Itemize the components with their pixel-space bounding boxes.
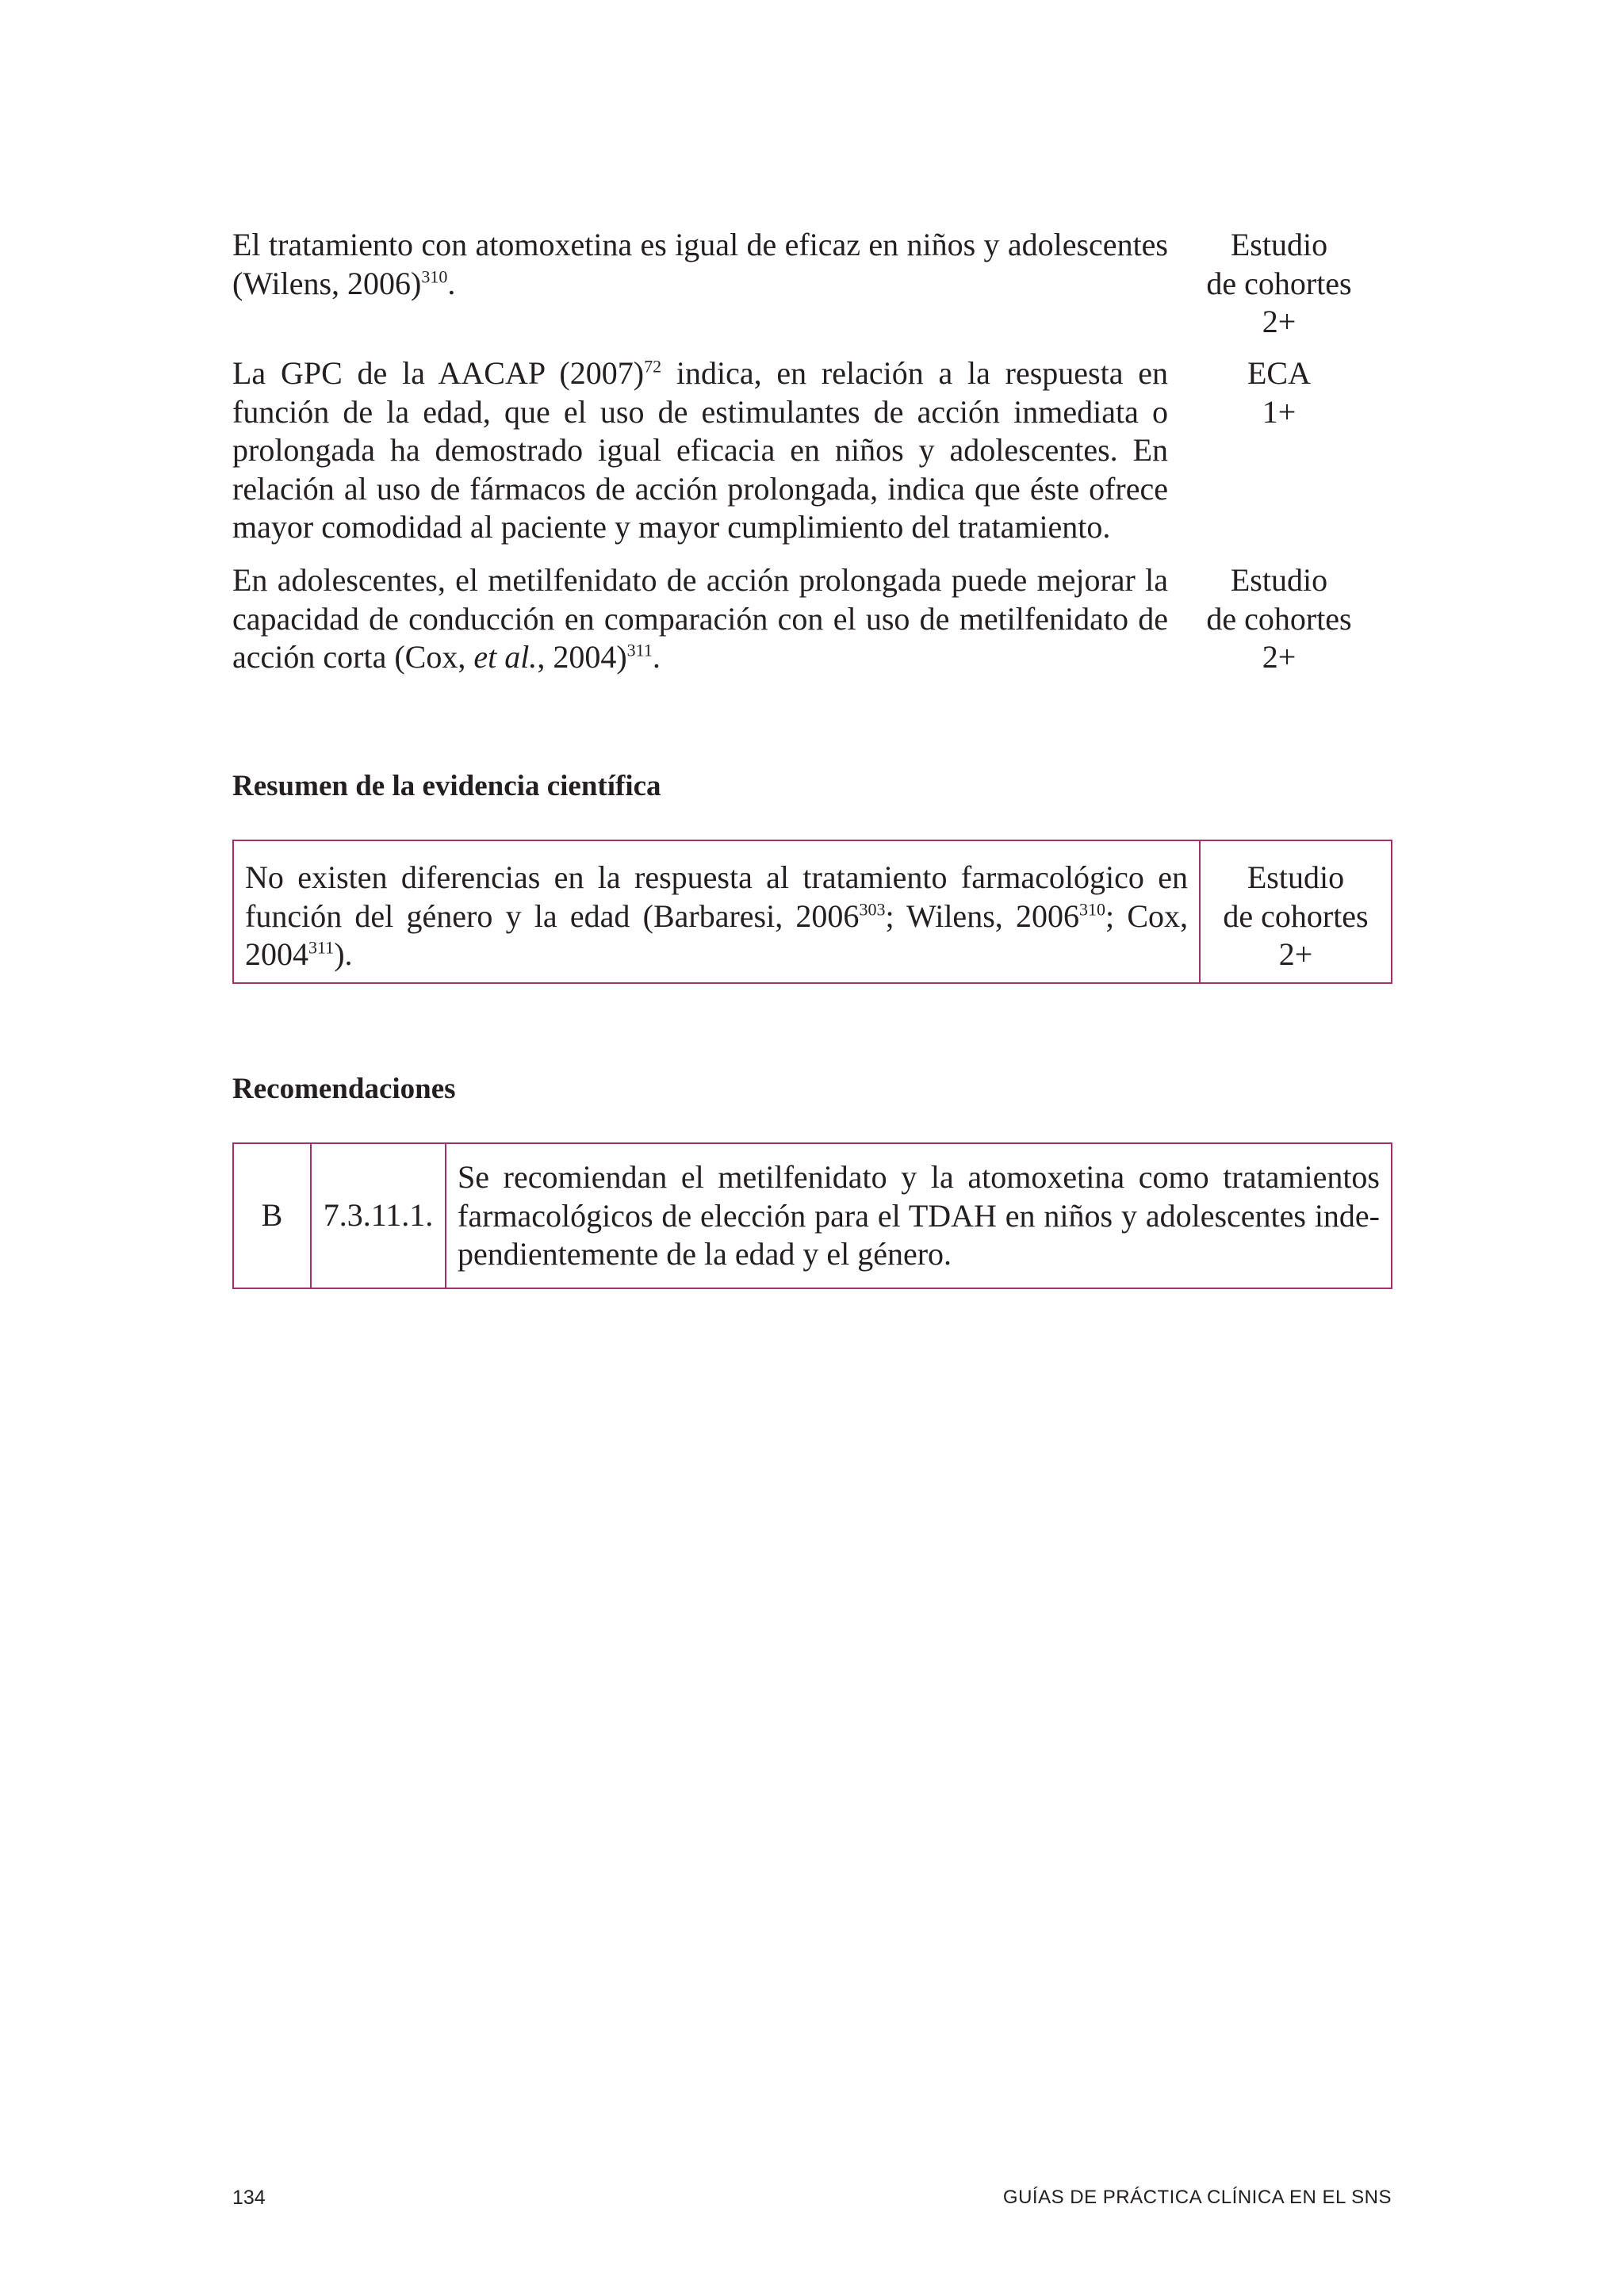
summary-table <box>232 840 1392 984</box>
summary-evidence-level: Estudio de cohortes 2+ <box>1223 859 1369 972</box>
recommendation-text: Se recomiendan el metilfenidato y la atomoxetina como tratamientos farmacológicos de elección para el TDAH en niños y adolescentes inde- pendientemente de la edad y el género. <box>458 1159 1380 1272</box>
page-number: 134 <box>232 2187 266 2209</box>
evidence-text: El tratamiento con atomoxetina es igual de eficaz en niños y adolescentes (Wilens, 2006)$^{310}$. <box>232 227 1168 301</box>
reference-superscript: 311 <box>308 937 335 958</box>
recommendation-grade: B <box>234 1144 312 1288</box>
reference-superscript: 303 <box>859 899 886 920</box>
recommendations-table <box>232 1142 1392 1289</box>
reference-superscript: 310 <box>421 266 448 287</box>
evidence-level-label: Estudio de cohortes 2+ <box>1206 227 1352 339</box>
recommendations-heading: Recomendaciones <box>232 1073 456 1105</box>
evidence-text: La GPC de la AACAP $(2007)^{72}$ indica, en relación a la respuesta en función de la edad, que el uso de estimulantes de acción inmediata o prolongada ha demostrado igual eficacia en niños y adolescentes. En relación al uso de fármacos de acción prolongada, indica que éste ofrece mayor comodidad al paciente y mayor cumplimiento del tratamiento. <box>232 355 1169 545</box>
evidence-paragraph-2 <box>232 354 1390 547</box>
evidence-text: En adolescentes, el metilfenidato de acción prolongada puede mejorar la capacidad de conducción en comparación con el uso de metilfenidato de acción corta (Cox, et al., 2004)$^{311}$. <box>232 562 1168 675</box>
summary-heading: Resumen de la evidencia científica <box>232 770 661 802</box>
reference-superscript: 311 <box>626 640 653 660</box>
recommendation-code: 7.3.11.1. <box>312 1144 446 1288</box>
evidence-paragraph-1 <box>232 226 1390 342</box>
running-footer-title: GUÍAS DE PRÁCTICA CLÍNICA EN EL SNS <box>1002 2187 1392 2208</box>
summary-text: No existen diferencias en la respuesta al tratamiento farmacológico en función del género y la edad (Barbaresi, 2006$^{303}$; Wilens, 2006$^{310}$; Cox, 2004$^{311}$). <box>234 841 1201 982</box>
evidence-level-label: Estudio de cohortes 2+ <box>1206 562 1352 675</box>
reference-superscript: 72 <box>644 356 662 377</box>
evidence-paragraph-3 <box>232 561 1390 677</box>
evidence-level-label: ECA 1+ <box>1247 355 1311 430</box>
reference-superscript: 310 <box>1078 899 1105 920</box>
